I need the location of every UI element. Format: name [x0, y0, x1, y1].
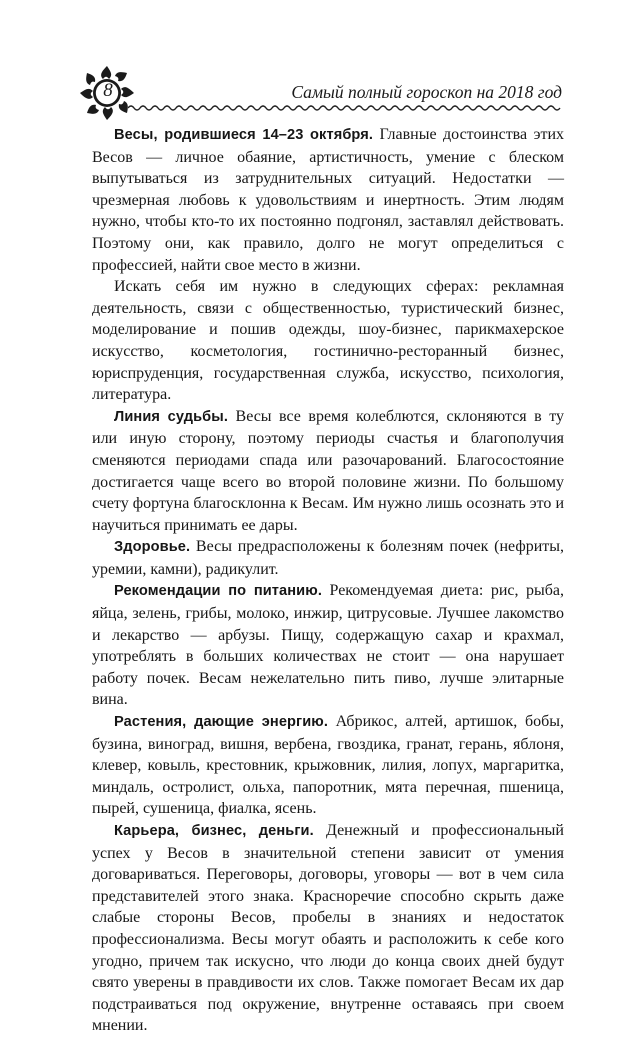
paragraph-career-spheres	[92, 276, 564, 406]
paragraph-lead: Весы, родившиеся 14–23 октября.	[114, 127, 374, 143]
paragraph-text: Искать себя им нужно в следующих сферах: рекламная деятельность, связи с общественностью, туристический бизнес, моделирование и пошив одежды, шоу-бизнес, парикмахерское искусство, косметология, гостинично-ресторанный бизнес, юриспруденция, государственная служба, искусство, психология, литература.	[92, 278, 564, 404]
body-text	[92, 124, 564, 1037]
paragraph-lead: Растения, дающие энергию.	[114, 714, 329, 731]
wavy-rule	[128, 103, 564, 113]
paragraph-lead: Здоровье.	[114, 539, 191, 556]
paragraph-lead: Линия судьбы.	[114, 408, 229, 425]
running-title: Самый полный гороскоп на 2018 год	[291, 82, 562, 102]
paragraph-text: Главные достоинства этих Весов — личное обаяние, артистичность, умение с блеском выпутываться из затруднительных ситуаций. Недостатки — чрезмерная любовь к удовольствиям и инертность. Этим людям нужно, чтобы кто-то их постоянно подгонял, заставлял действовать. Поэтому они, как правило, долго не могут определиться с профессией, найти свое место в жизни.	[92, 126, 564, 274]
paragraph-text: Весы предрасположены к болезням почек (нефриты, уремии, камни), радикулит.	[92, 538, 564, 578]
paragraph-lead: Карьера, бизнес, деньги.	[114, 823, 314, 839]
paragraph-text: Весы все время колеблются, склоняются в ту или иную сторону, поэтому периоды счастья и благополучия сменяются периодами спада или разочарований. Благосостояние достигается чаще всего во второй половине жизни. По большому счету фортуна благосклонна к Весам. Им нужно лишь осознать это и научиться принимать ее дары.	[92, 407, 564, 534]
paragraph-fate-line	[92, 406, 564, 537]
paragraph-text: Рекомендуемая диета: рис, рыба, яйца, зелень, грибы, молоко, инжир, цитрусовые. Лучшее лакомство и лекарство — арбузы. Пищу, содержащую сахар и крахмал, употреблять в больших количествах не стоит — она нарушает работу почек. Весам нежелательно пить пиво, лучше элитарные вина.	[92, 582, 565, 709]
paragraph-nutrition	[92, 580, 564, 711]
paragraph-text: Денежный и профессиональный успех у Весов в значительной степени зависит от умения договариваться. Переговоры, договоры, уговоры — вот в чем сила представителей этого знака. Красноречие способно скрыть даже слабые стороны Весов, пробелы в знаниях и недостаток профессионализма. Весы могут обаять и расположить к себе кого угодно, причем так искусно, что люди до конца своих дней будут свято уверены в правдивости их слов. Также помогает Весам их дар подстраиваться под окружение, внутренне оставаясь при своем мнении.	[92, 822, 564, 1035]
page-number: 8	[103, 80, 113, 101]
paragraph-health	[92, 536, 564, 580]
paragraph-lead: Рекомендации по питанию.	[114, 583, 322, 600]
paragraph-libra-birth	[92, 124, 564, 276]
paragraph-text: Абрикос, алтей, артишок, бобы, бузина, виноград, вишня, вербена, гвоздика, гранат, герань, яблоня, клевер, ковыль, крестовник, крыжовник, лилия, лопух, маргаритка, миндаль, остролист, ольха, папоротник, мята перечная, пшеница, пырей, сушеница, фиалка, ясень.	[92, 713, 564, 818]
paragraph-career-money	[92, 820, 564, 1037]
paragraph-plants	[92, 711, 564, 820]
